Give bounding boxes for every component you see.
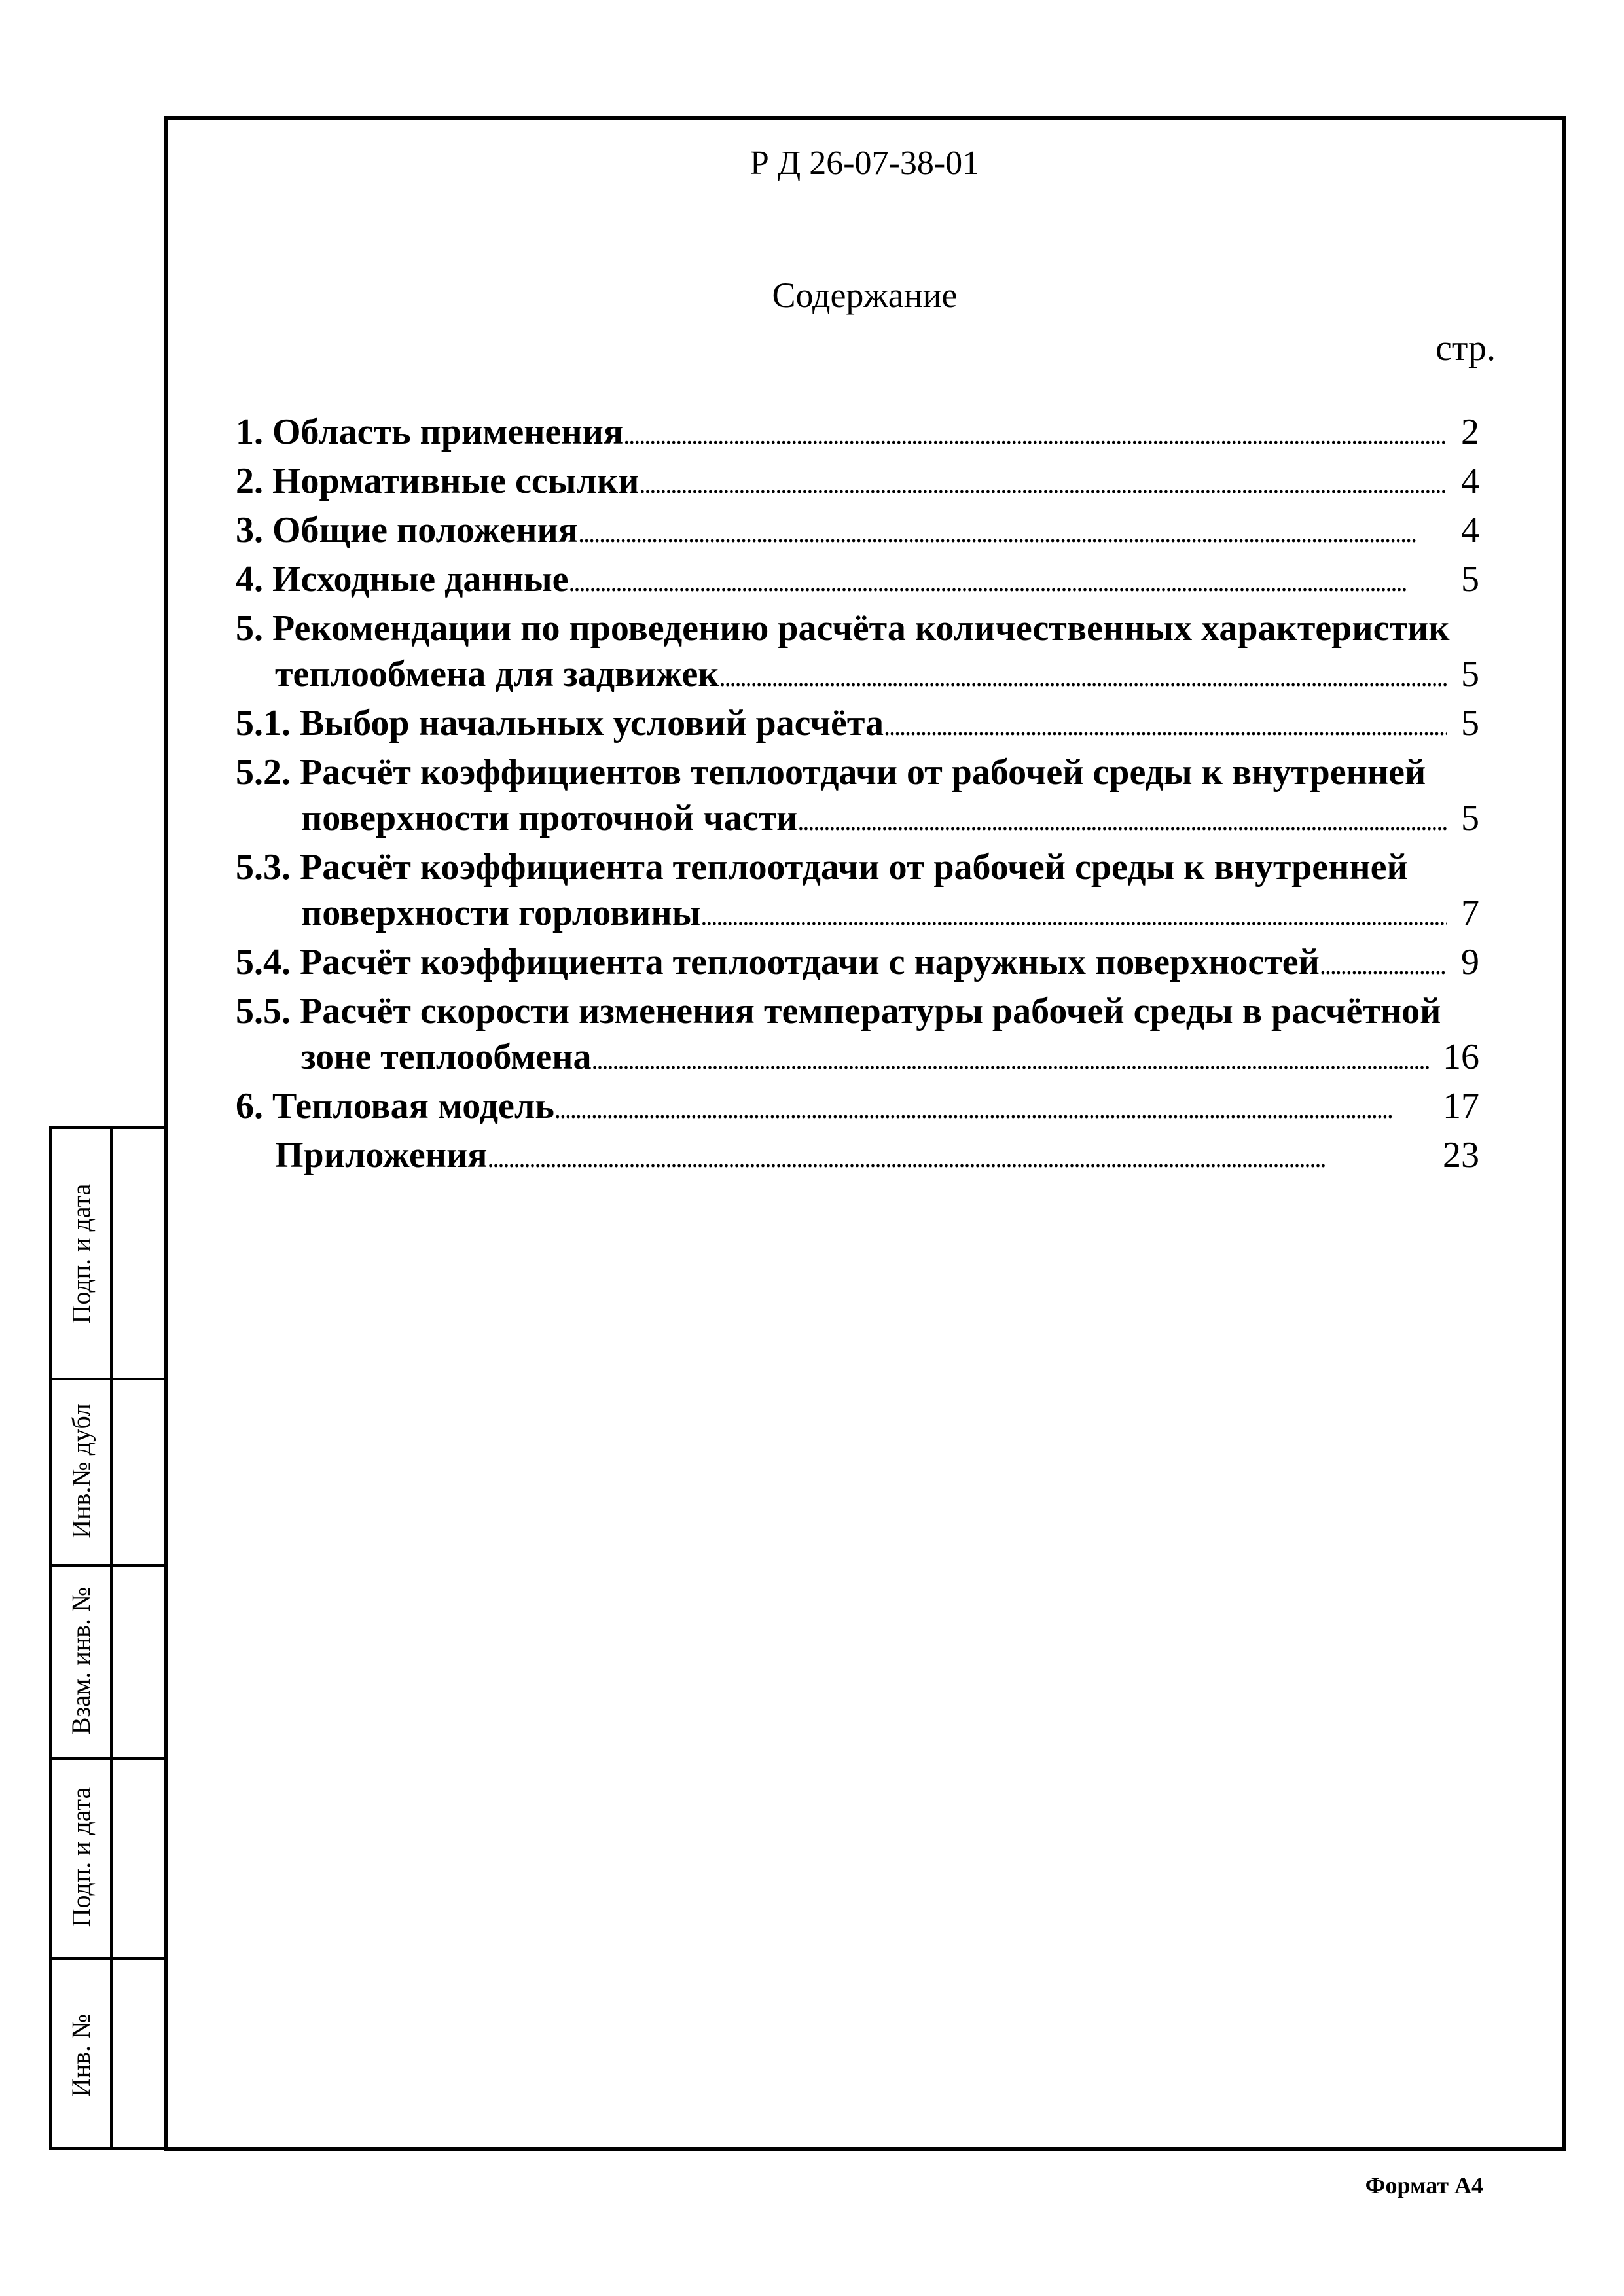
toc-entry-text: 4. Исходные данные [236,559,569,600]
toc-entry-first-line[interactable] [236,749,1479,795]
toc-entry[interactable] [236,939,1479,988]
toc-entry-text: 5.5. Расчёт скорости изменения температуры рабочей среды в расчётной [236,991,1441,1031]
toc-leader [884,700,1447,749]
table-of-contents [236,409,1479,1181]
stamp-column-divider [110,1129,113,2147]
toc-entry-cont-text: зоне теплообмена [301,1037,592,1077]
toc-entry-text: 3. Общие положения [236,510,579,550]
toc-entry[interactable] [236,556,1479,605]
toc-entry[interactable] [236,1083,1479,1132]
toc-entry-text: Приложения [275,1135,488,1175]
stamp-label: Инв. № [66,2013,96,2097]
toc-entry-page: 5 [1461,798,1479,838]
toc-entry-page: 9 [1461,942,1479,982]
toc-entry-first-line[interactable] [236,988,1479,1034]
document-code: Р Д 26-07-38-01 [749,145,980,182]
toc-leader [488,1132,1436,1181]
toc-entry-page: 5 [1461,703,1479,744]
toc-leader [623,409,1447,458]
toc-leader [797,795,1447,844]
toc-leader [1320,939,1447,988]
toc-entry[interactable] [236,507,1479,556]
toc-entry-page: 16 [1443,1037,1479,1077]
toc-leader [578,507,1447,556]
toc-entry-text: 2. Нормативные ссылки [236,461,640,501]
toc-entry-page: 5 [1461,654,1479,694]
toc-entry-cont-text: поверхности горловины [301,893,701,933]
toc-entry-text: 1. Область применения [236,412,624,452]
toc-entry-cont-text: теплообмена для задвижек [275,654,719,694]
toc-entry-page: 7 [1461,893,1479,933]
toc-entry-continuation[interactable] [236,651,1479,700]
toc-entry-page: 2 [1461,412,1479,452]
paper-format: Формат А4 [1365,2172,1483,2198]
stamp-label: Инв.№ дубл [66,1403,96,1539]
toc-entry-text: 5.1. Выбор начальных условий расчёта [236,703,884,744]
toc-entry[interactable] [236,1132,1479,1181]
toc-entry[interactable] [236,409,1479,458]
side-stamp [49,1126,164,2150]
toc-leader [639,458,1447,507]
toc-entry-continuation[interactable] [236,890,1479,939]
toc-entry-page: 23 [1443,1135,1479,1175]
toc-leader [719,651,1447,700]
page-column-label: стр. [1435,328,1496,368]
toc-entry-first-line[interactable] [236,844,1479,890]
toc-entry-page: 5 [1461,559,1479,600]
toc-leader [592,1034,1437,1083]
stamp-label: Взам. инв. № [66,1587,96,1735]
toc-entry[interactable] [236,700,1479,749]
toc-entry-continuation[interactable] [236,1034,1479,1083]
toc-title: Содержание [772,276,958,315]
toc-entry-page: 17 [1443,1086,1479,1126]
stamp-label: Подп. и дата [66,1183,96,1323]
toc-entry-text: 6. Тепловая модель [236,1086,554,1126]
toc-entry-continuation[interactable] [236,795,1479,844]
toc-leader [700,890,1447,939]
toc-leader [569,556,1447,605]
toc-entry-page: 4 [1461,461,1479,501]
toc-entry-cont-text: поверхности проточной части [301,798,798,838]
toc-entry-text: 5.2. Расчёт коэффициентов теплоотдачи от рабочей среды к внутренней [236,752,1426,793]
toc-entry-text: 5.3. Расчёт коэффициента теплоотдачи от рабочей среды к внутренней [236,847,1408,888]
toc-entry-text: 5.4. Расчёт коэффициента теплоотдачи с наружных поверхностей [236,942,1320,982]
toc-entry-text: 5. Рекомендации по проведению расчёта количественных характеристик [236,608,1450,649]
toc-leader [554,1083,1436,1132]
toc-entry-first-line[interactable] [236,605,1479,651]
toc-entry[interactable] [236,458,1479,507]
toc-entry-page: 4 [1461,510,1479,550]
stamp-label: Подп. и дата [66,1787,96,1928]
